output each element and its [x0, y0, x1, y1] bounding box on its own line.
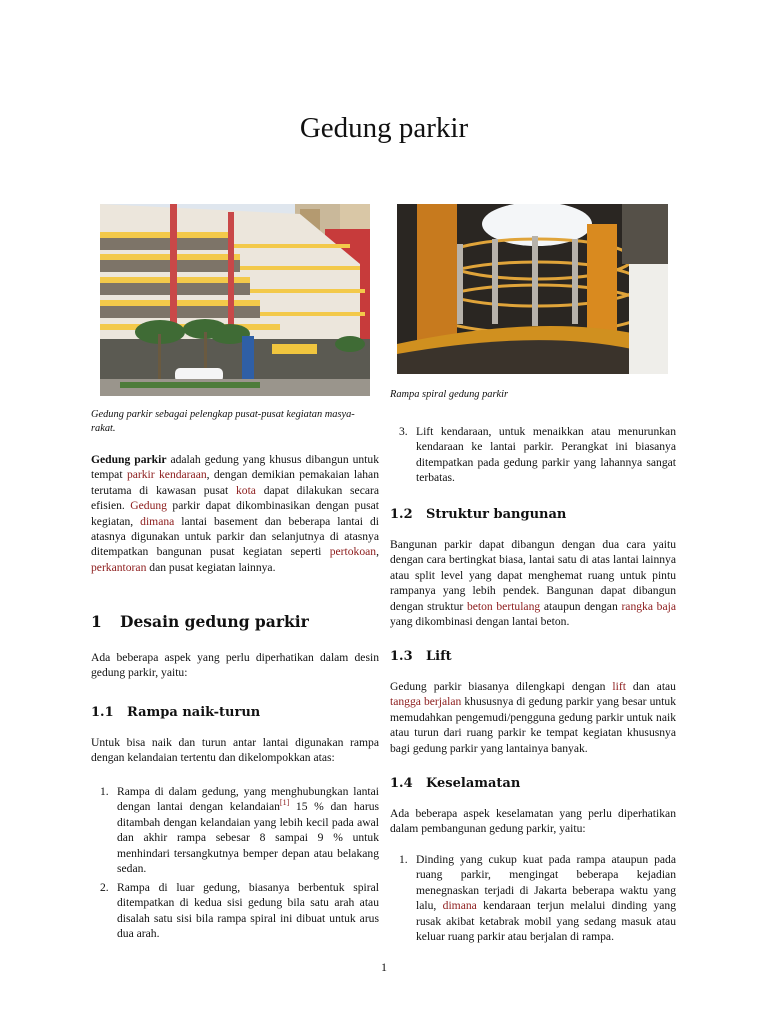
reference-link[interactable]: [1]	[279, 798, 290, 808]
rampa-paragraph: Untuk bisa naik dan turun antar lantai digunakan rampa dengan kelandaian tertentu dan dikelompokkan atas:	[91, 736, 379, 765]
parking-building-photo	[100, 204, 370, 396]
intro-paragraph: Gedung parkir adalah gedung yang khusus dibangun untuk tempat parkir kendaraan, dengan demikian pemakaian lahan terutama di kawasan pusat kota dapat dilakukan secara efisien. Gedung parkir dapat dikombinasikan dengan pusat kegiatan, dimana lantai basement dan beberapa lantai di atasnya digunakan untuk parkir dan selanjutnya di atasnya ditempatkan bangunan pusat kegiatan seperti pertokoan, perkantoran dan pusat kegiatan lainnya.	[91, 453, 380, 574]
subsection-heading-lift: 1.3 Lift	[390, 649, 452, 664]
list-item-rampa-dalam: 1. Rampa di dalam gedung, yang menghubungkan lantai dengan lantai dengan kelandaian[1] 15 % dan harus ditambah dengan kelandaian yang lebih kecil pada awal dan akhir rampa sebesar 8 sampai 9 % untuk menhindari tersangkutnya bemper depan atau belakang sedan.	[100, 785, 380, 876]
keselamatan-paragraph: Ada beberapa aspek keselamatan yang perlu diperhatikan dalam pembangunan gedung parkir, yaitu:	[390, 807, 676, 836]
link-gedung[interactable]: Gedung	[130, 499, 167, 513]
left-figure-caption: Gedung parkir sebagai pelengkap pusat-pusat kegiatan masya-rakat.	[91, 409, 355, 434]
subsection-heading-rampa: 1.1 Rampa naik-turun	[91, 705, 261, 720]
spiral-ramp-photo	[397, 204, 668, 374]
list-item-dinding: 1. Dinding yang cukup kuat pada rampa ataupun pada ruang parkir, mengingat beberapa kejadian menegnaskan terjadi di Jakarta beberapa waktu yang lalu, dimana kendaraan terjun melalui dinding yang rusak akibat ketabrak mobil yang sedang masuk atau keluar ruang parkir atau berjalan di rampa.	[399, 853, 676, 944]
page-title: Gedung parkir	[299, 112, 469, 144]
right-figure-caption: Rampa spiral gedung parkir	[390, 389, 509, 400]
spiral-ramp-illustration	[397, 204, 668, 374]
link-tangga-berjalan[interactable]: tangga berjalan	[390, 695, 462, 709]
link-beton-bertulang[interactable]: beton bertulang	[466, 599, 541, 613]
lift-paragraph: Gedung parkir biasanya dilengkapi dengan lift dan atau tangga berjalan khususnya di gedung parkir yang besar untuk memudahkan pengemudi/pengguna gedung parkir untuk naik atau turun dari ruang parkir ke tempat kegiatan khususnya bagi gedung parkir yang lantainya banyak.	[390, 680, 676, 755]
subsection-heading-keselamatan: 1.4 Keselamatan	[390, 776, 521, 791]
parking-building-illustration	[100, 204, 370, 396]
link-parkir-kendaraan[interactable]: parkir kendaraan	[126, 468, 207, 482]
section-heading-desain: 1 Desain gedung parkir	[91, 612, 309, 631]
link-kota[interactable]: kota	[235, 483, 256, 497]
link-pertokoan[interactable]: pertokoan	[329, 545, 377, 559]
page-number: 1	[381, 960, 387, 974]
section1-paragraph: Ada beberapa aspek yang perlu diperhatikan dalam desin gedung parkir, yaitu:	[91, 651, 379, 680]
link-dimana-2[interactable]: dimana	[442, 899, 477, 913]
link-perkantoran[interactable]: perkantoran	[91, 560, 147, 574]
list-item-lift-kendaraan: 3. Lift kendaraan, untuk menaikkan atau menurunkan kendaraan ke lantai parkir. Perangkat ini biasanya ditempatkan pada gedung parkir yang lahannya sangat terbatas.	[399, 425, 676, 485]
link-lift[interactable]: lift	[612, 680, 626, 693]
list-item-rampa-luar: 2. Rampa di luar gedung, biasanya berbentuk spiral ditempatkan di kedua sisi gedung bila satu arah atau disalah satu sisi bila rampa spiral ini dibuat untuk arus dua arah.	[100, 881, 379, 941]
link-rangka-baja[interactable]: rangka baja	[621, 599, 676, 613]
intro-term: Gedung parkir	[91, 453, 167, 466]
subsection-heading-struktur: 1.2 Struktur bangunan	[390, 507, 567, 522]
struktur-paragraph: Bangunan parkir dapat dibangun dengan dua cara yaitu dengan cara bertingkat biasa, lantai satu di atas lantai lainnya atau split level yang dapat menghemat ruang untuk pintu rampanya yang lebih pendek. Bangunan dapat dibangun dengan struktur beton bertulang ataupun dengan rangka baja yang dikombinasi dengan lantai beton.	[390, 538, 676, 629]
link-dimana[interactable]: dimana	[140, 514, 175, 528]
